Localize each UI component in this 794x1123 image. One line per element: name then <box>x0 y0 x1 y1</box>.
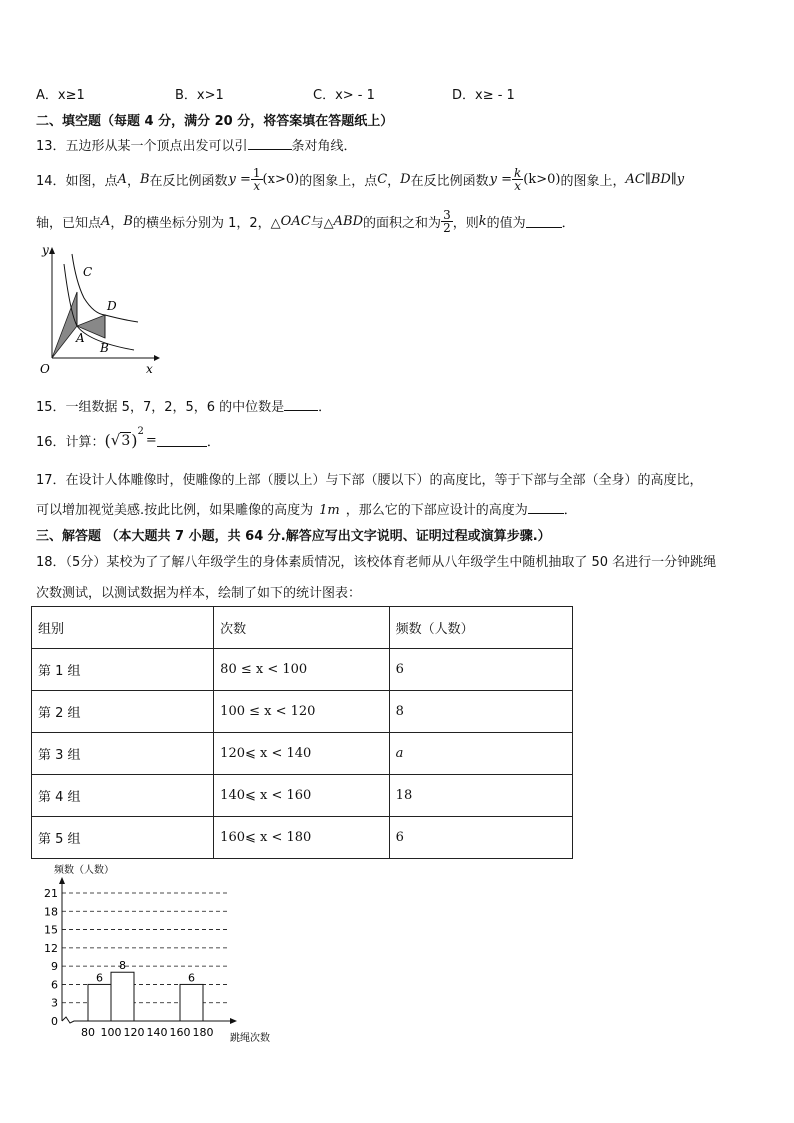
frequency-table <box>31 606 573 859</box>
x-tick-label: 120 <box>123 1026 145 1039</box>
point-d-figure-label: D <box>107 299 117 313</box>
function1-condition: (x>0) <box>262 171 300 187</box>
table-cell-group: 第 2 组 <box>32 691 214 733</box>
q14-text: 的图象上，点 <box>299 173 378 189</box>
point-c-figure-label: C <box>83 265 93 279</box>
x-tick-label: 100 <box>100 1026 122 1039</box>
q15-answer-blank[interactable] <box>284 398 318 411</box>
table-header-count: 次数 <box>214 607 390 649</box>
q16-text: 16．计算： <box>36 434 105 450</box>
question-14-line1 <box>36 162 684 196</box>
q14-comma: ， <box>126 173 140 189</box>
q16-expression-close: ) <box>131 430 138 450</box>
parallel-condition: AC∥BD∥y <box>625 171 685 187</box>
triangle-abd-label: ABD <box>333 213 364 229</box>
x-tick-label: 160 <box>169 1026 191 1039</box>
question-17-line2 <box>36 499 577 518</box>
frequency-histogram <box>30 860 290 1050</box>
function1-denominator: x <box>251 179 263 192</box>
x-axis-label: x <box>146 362 153 376</box>
question-16 <box>36 426 220 454</box>
bar-value-label: 8 <box>119 959 126 973</box>
origin-label: O <box>40 362 50 376</box>
point-b-figure-label: B <box>100 341 109 355</box>
q16-equals: = <box>145 432 157 448</box>
q14-answer-blank[interactable] <box>526 215 562 228</box>
q14-figure <box>34 242 164 378</box>
table-cell-range: 140⩽ x < 160 <box>214 775 390 817</box>
y-axis-title: 频数（人数） <box>54 865 114 876</box>
q16-radicand: 3 <box>121 432 131 449</box>
q14-text: 的值为 <box>486 215 526 231</box>
table-cell-frequency: a <box>389 733 572 775</box>
table-cell-frequency: 6 <box>389 649 572 691</box>
q14-text: 的图象上， <box>560 173 626 189</box>
function2-condition: (k>0) <box>523 171 561 187</box>
point-a-label: A <box>117 171 127 187</box>
table-cell-group: 第 4 组 <box>32 775 214 817</box>
table-header-group: 组别 <box>32 607 214 649</box>
q14-comma: ， <box>387 173 401 189</box>
q14-text: ，则 <box>452 215 479 231</box>
y-axis-arrow-icon <box>49 247 55 254</box>
x-tick-label: 140 <box>146 1026 168 1039</box>
table-cell-frequency: 6 <box>389 817 572 859</box>
q15-period: ． <box>318 400 332 415</box>
q12-option-b: B．x>1 <box>175 88 224 103</box>
y-tick-label: 12 <box>44 941 58 955</box>
function2-lhs: y = <box>489 171 512 187</box>
y-tick-label: 6 <box>51 978 58 992</box>
x-axis-arrow-icon <box>230 1018 237 1024</box>
q14-text: 在反比例函数 <box>410 173 489 189</box>
q16-expression: ( <box>104 430 111 450</box>
q16-exponent: 2 <box>137 426 144 437</box>
x-axis-title: 跳绳次数 <box>230 1033 270 1044</box>
q17-period: ． <box>563 503 577 518</box>
question-17-line1: 17．在设计人体雕像时，使雕像的上部（腰以上）与下部（腰以下）的高度比，等于下部与全部（全身）的高度比， <box>36 473 703 488</box>
x-axis-arrow-icon <box>154 355 160 361</box>
q15-text: 15．一组数据 5，7，2，5，6 的中位数是 <box>36 400 285 415</box>
q16-answer-blank[interactable] <box>157 434 207 447</box>
question-18-line2: 次数测试，以测试数据为样本，绘制了如下的统计图表： <box>36 586 362 601</box>
y-tick-label: 9 <box>51 960 58 974</box>
q14-text: 14．如图，点 <box>36 173 118 189</box>
table-cell-group: 第 3 组 <box>32 733 214 775</box>
k-variable: k <box>478 213 487 229</box>
q17-text: ，那么它的下部应设计的高度为 <box>345 503 528 518</box>
sqrt-icon: √ <box>110 431 121 449</box>
point-b-label: B <box>123 213 133 229</box>
point-a-label: A <box>101 213 111 229</box>
function2-denominator: x <box>512 179 523 192</box>
q14-text: 的面积之和为 <box>363 215 442 231</box>
bar-value-label: 6 <box>96 971 103 985</box>
function1-lhs: y = <box>228 171 251 187</box>
table-cell-range: 160⩽ x < 180 <box>214 817 390 859</box>
question-13 <box>36 135 357 154</box>
table-cell-range: 120⩽ x < 140 <box>214 733 390 775</box>
q12-option-d: D．x≥ - 1 <box>452 88 515 103</box>
q17-text: 可以增加视觉美感.按此比例，如果雕像的高度为 <box>36 503 314 518</box>
area-sum-denominator: 2 <box>443 220 451 235</box>
y-tick-label: 15 <box>44 923 58 937</box>
q14-text: 在反比例函数 <box>149 173 228 189</box>
y-axis-label: y <box>42 243 49 257</box>
point-d-label: D <box>400 171 411 187</box>
point-b-label: B <box>139 171 150 187</box>
table-row <box>32 817 573 859</box>
table-cell-frequency: 8 <box>389 691 572 733</box>
q16-period: ． <box>206 434 220 450</box>
table-header-frequency: 频数（人数） <box>389 607 572 649</box>
y-axis-arrow-icon <box>59 877 65 884</box>
point-c-label: C <box>377 171 388 187</box>
y-tick-label: 0 <box>51 1015 58 1028</box>
curve-y-k-over-x <box>72 254 138 322</box>
table-header-row <box>32 607 573 649</box>
table-cell-group: 第 1 组 <box>32 649 214 691</box>
table-cell-range: 80 ≤ x < 100 <box>214 649 390 691</box>
y-tick-label: 21 <box>44 887 58 900</box>
table-row <box>32 733 573 775</box>
q13-answer-blank[interactable] <box>248 137 292 150</box>
histogram-bar <box>180 984 203 1021</box>
statue-height: 1m <box>319 503 340 518</box>
question-18-line1: 18．（5分）某校为了了解八年级学生的身体素质情况，该校体育老师从八年级学生中随机抽取了 50 名进行一分钟跳绳 <box>36 555 717 570</box>
section2-heading: 二、填空题（每题 4 分，满分 20 分，将答案填在答题纸上） <box>36 114 394 129</box>
y-tick-label: 18 <box>44 905 58 919</box>
table-row <box>32 775 573 817</box>
function1-numerator: 1 <box>252 165 261 180</box>
x-axis <box>62 1017 230 1023</box>
q14-text: 与△ <box>310 215 334 231</box>
bar-value-label: 6 <box>188 971 195 985</box>
q14-text: 的横坐标分别为 1，2，△ <box>132 215 281 231</box>
table-row <box>32 691 573 733</box>
question-14-line2 <box>36 204 575 238</box>
q14-comma: ， <box>110 215 124 231</box>
table-cell-frequency: 18 <box>389 775 572 817</box>
area-sum-fraction <box>441 209 453 234</box>
triangle-oac-label: OAC <box>280 213 311 229</box>
q12-option-c: C．x> - 1 <box>313 88 375 103</box>
triangle-oac <box>52 292 77 358</box>
q17-answer-blank[interactable] <box>528 501 564 514</box>
q14-period: ． <box>561 215 575 231</box>
histogram-bar <box>111 972 134 1021</box>
question-15 <box>36 396 331 415</box>
table-cell-group: 第 5 组 <box>32 817 214 859</box>
function2-fraction <box>512 167 523 192</box>
section3-heading: 三、解答题 （本大题共 7 小题，共 64 分.解答应写出文字说明、证明过程或演算步骤.） <box>36 529 551 544</box>
function1-fraction <box>251 167 263 192</box>
q12-option-a: A．x≥1 <box>36 88 85 103</box>
function2-numerator: k <box>514 165 522 180</box>
x-tick-label: 80 <box>81 1026 95 1039</box>
area-sum-numerator: 3 <box>443 207 451 222</box>
table-row <box>32 649 573 691</box>
q13-text: 13．五边形从某一个顶点出发可以引 <box>36 139 248 154</box>
point-a-figure-label: A <box>76 331 85 345</box>
q14-text: 轴，已知点 <box>36 215 102 231</box>
q13-text-end: 条对角线． <box>291 139 357 154</box>
histogram-bar <box>88 984 111 1021</box>
x-tick-label: 180 <box>192 1026 214 1039</box>
y-tick-label: 3 <box>51 996 58 1010</box>
table-cell-range: 100 ≤ x < 120 <box>214 691 390 733</box>
